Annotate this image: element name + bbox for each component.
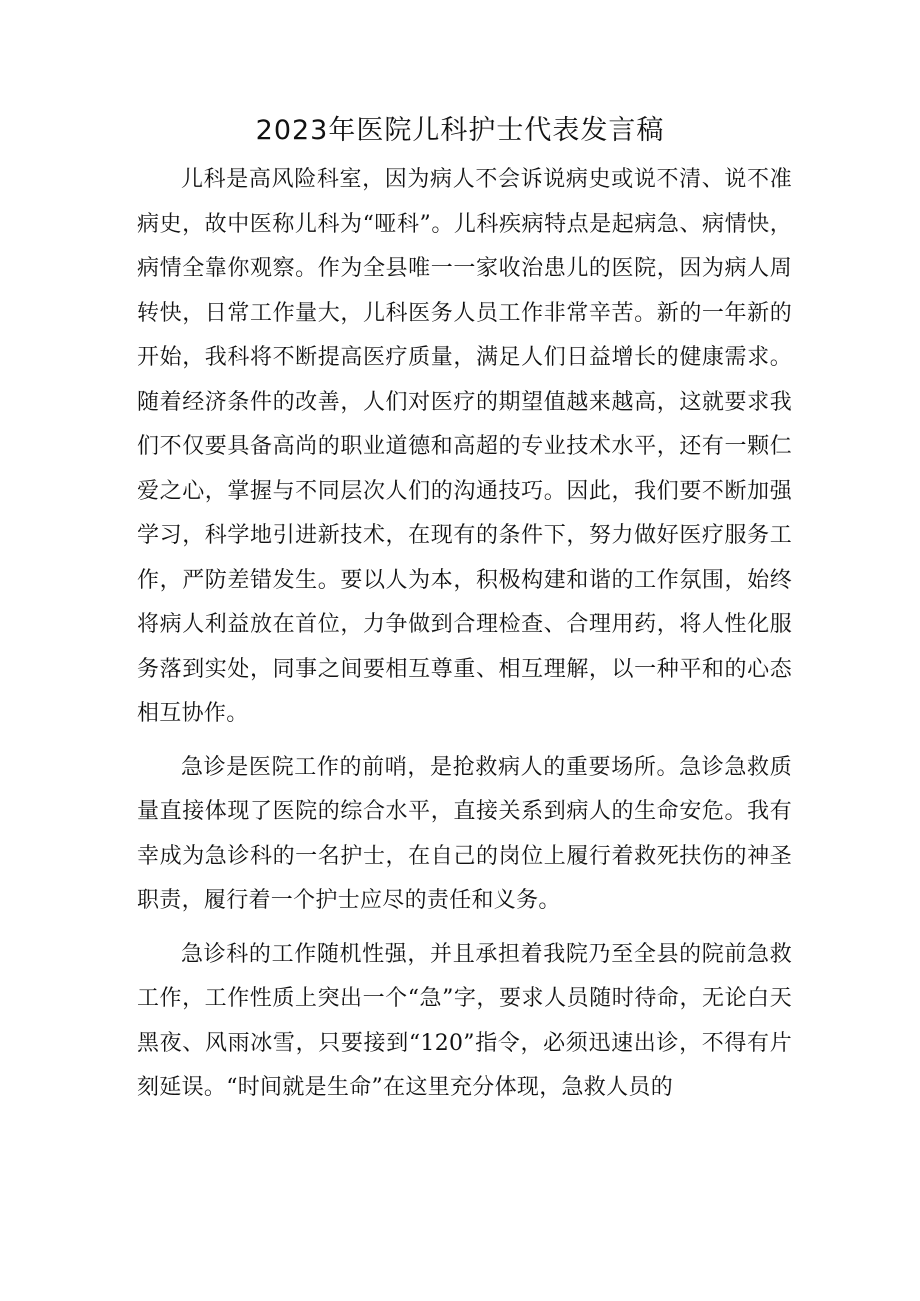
document-body [137,158,792,1111]
paragraph-emergency-frontline: 急诊是医院工作的前哨，是抢救病人的重要场所。急诊急救质量直接体现了医院的综合水平，直接关系到病人的生命安危。我有幸成为急诊科的一名护士，在自己的岗位上履行着救死扶伤的神圣职责，履行着一个护士应尽的责任和义务。 [137,754,792,913]
paragraph-pediatrics: 儿科是高风险科室，因为病人不会诉说病史或说不清、说不准病史，故中医称儿科为“哑科”。儿科疾病特点是起病急、病情快，病情全靠你观察。作为全县唯一一家收治患儿的医院，因为病人周转快，日常工作量大，儿科医务人员工作非常辛苦。新的一年新的开始，我科将不断提高医疗质量，满足人们日益增长的健康需求。随着经济条件的改善，人们对医疗的期望值越来越高，这就要求我们不仅要具备高尚的职业道德和高超的专业技术水平，还有一颗仁爱之心，掌握与不同层次人们的沟通技巧。因此，我们要不断加强学习，科学地引进新技术，在现有的条件下，努力做好医疗服务工作，严防差错发生。要以人为本，积极构建和谐的工作氛围，始终将病人利益放在首位，力争做到合理检查、合理用药，将人性化服务落到实处，同事之间要相互尊重、相互理解，以一种平和的心态相互协作。 [137,167,792,726]
paragraph-emergency-work: 急诊科的工作随机性强，并且承担着我院乃至全县的院前急救工作，工作性质上突出一个“急”字，要求人员随时待命，无论白天黑夜、风雨冰雪，只要接到“120”指令，必须迅速出诊，不得有片刻延误。“时间就是生命”在这里充分体现，急救人员的 [137,941,792,1100]
document-title: 2023年医院儿科护士代表发言稿 [255,115,665,146]
